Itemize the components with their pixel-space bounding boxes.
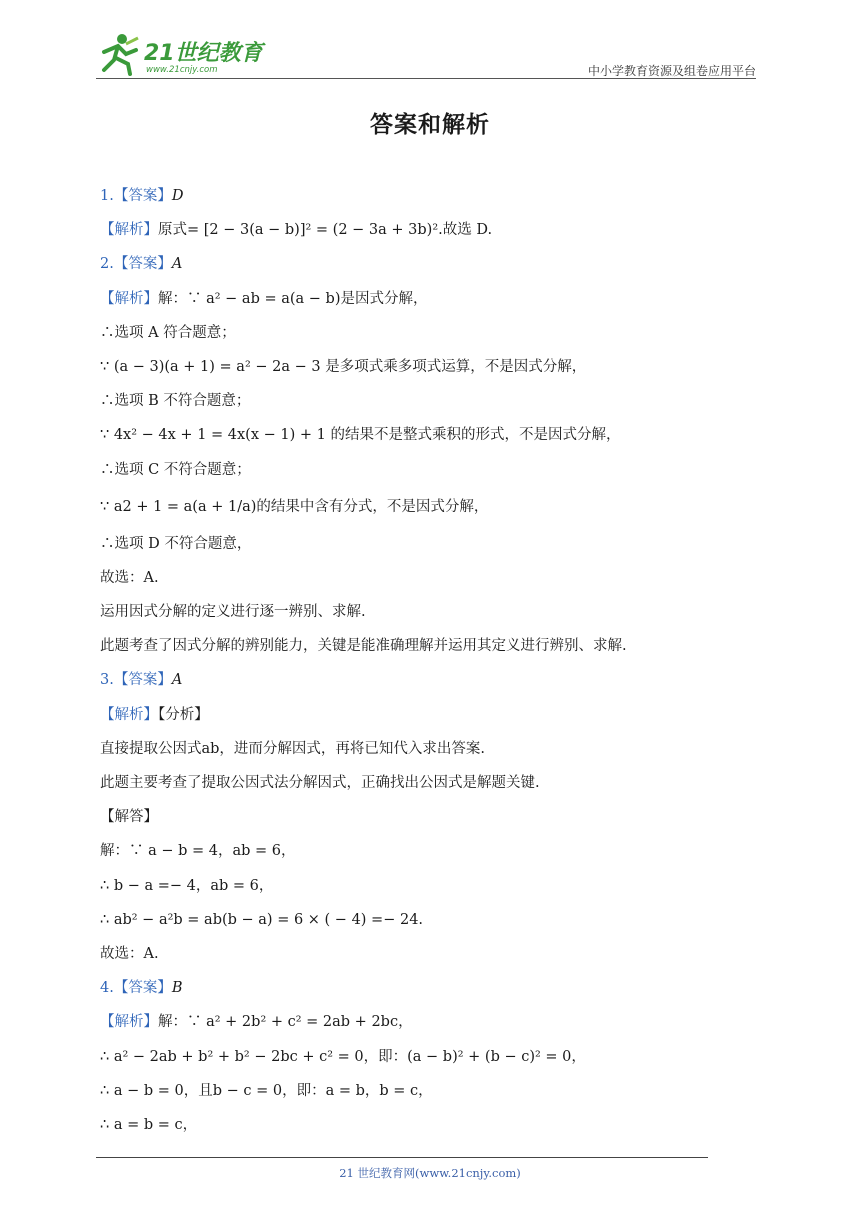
analysis-label: 【解析】	[100, 1014, 158, 1031]
line-text: 解：∵ a − b = 4，ab = 6，	[100, 843, 296, 860]
content-line	[100, 698, 760, 732]
line-text: ∵ a2 + 1 = a(a + 1/a)的结果中含有分式，不是因式分解，	[100, 498, 489, 515]
content-line	[100, 179, 760, 213]
header-divider	[96, 78, 756, 79]
line-text: ∴ a² − 2ab + b² + b² − 2bc + c² = 0，即：(a − b)² + (b − c)² = 0，	[100, 1048, 586, 1065]
page-title: 答案和解析	[370, 112, 490, 138]
content-line	[100, 282, 760, 316]
answer-label: 4.【答案】	[100, 980, 172, 997]
content-line	[100, 350, 760, 384]
content-line	[100, 1005, 760, 1039]
footer-divider	[96, 1157, 708, 1158]
content-line	[100, 903, 760, 937]
line-text: ∵ (a − 3)(a + 1) = a² − 2a − 3 是多项式乘多项式运算，不是因式分解，	[100, 358, 587, 375]
answer-value: D	[171, 188, 184, 204]
content-line	[100, 800, 760, 834]
line-text: 此题主要考查了提取公因式法分解因式，正确找出公因式是解题关键.	[100, 775, 540, 791]
line-text: 解：∵ a² − ab = a(a − b)是因式分解，	[158, 290, 428, 307]
line-text: ∴ a − b = 0，且b − c = 0，即：a = b，b = c，	[100, 1082, 433, 1099]
line-text: 此题考查了因式分解的辨别能力，关键是能准确理解并运用其定义进行辨别、求解.	[100, 638, 627, 655]
analysis-label: 【解析】	[100, 290, 158, 307]
content-line	[100, 453, 760, 487]
answer-value: A	[171, 672, 183, 689]
logo-text: 21世纪教育	[144, 41, 263, 66]
content-line	[100, 869, 760, 903]
platform-name: 中小学教育资源及组卷应用平台	[587, 64, 756, 78]
content-line	[100, 766, 760, 800]
content-line	[100, 937, 760, 971]
content-line	[100, 834, 760, 868]
answer-label: 2.【答案】	[100, 256, 172, 273]
page-header	[96, 30, 756, 80]
line-text: 运用因式分解的定义进行逐一辨别、求解.	[100, 604, 366, 621]
content-line	[100, 561, 760, 595]
content-line	[100, 527, 760, 561]
answer-value: B	[171, 980, 183, 997]
content-line	[100, 418, 760, 452]
content-line	[100, 213, 760, 247]
content-line	[100, 487, 760, 527]
page-footer: 21 世纪教育网(www.21cnjy.com)	[339, 1166, 521, 1180]
answer-label: 3.【答案】	[100, 672, 172, 689]
line-text: 【分析】	[158, 706, 209, 723]
answer-label: 1.【答案】	[100, 188, 172, 204]
line-text: ∴ a = b = c，	[100, 1116, 198, 1133]
content-line	[100, 1108, 760, 1142]
line-text: ∴ ab² − a²b = ab(b − a) = 6 × ( − 4) =− 24.	[100, 911, 424, 928]
content-line	[100, 316, 760, 350]
content-line	[100, 971, 760, 1005]
logo-url: www.21cnjy.com	[146, 65, 218, 75]
line-text: ∴选项 B 不符合题意；	[100, 393, 251, 410]
line-text: 解：∵ a² + 2b² + c² = 2ab + 2bc，	[158, 1014, 413, 1031]
line-text: 原式= [2 − 3(a − b)]² = (2 − 3a + 3b)².故选 D.	[158, 222, 493, 239]
content-line	[100, 595, 760, 629]
content-line	[100, 663, 760, 697]
answer-value: A	[171, 256, 183, 273]
line-text: 【解答】	[100, 809, 158, 826]
line-text: ∴选项 A 符合题意；	[100, 324, 236, 341]
line-text: 故选：A.	[100, 945, 159, 962]
line-text: ∴选项 C 不符合题意；	[100, 461, 251, 478]
line-text: ∴ b − a =− 4，ab = 6，	[100, 877, 274, 894]
content-line	[100, 384, 760, 418]
content-line	[100, 732, 760, 766]
content-line	[100, 1074, 760, 1108]
analysis-label: 【解析】	[100, 222, 158, 239]
content-line	[100, 247, 760, 281]
line-text: ∴选项 D 不符合题意，	[100, 535, 252, 552]
analysis-label: 【解析】	[100, 706, 158, 723]
line-text: ∵ 4x² − 4x + 1 = 4x(x − 1) + 1 的结果不是整式乘积的形式，不是因式分解，	[100, 427, 621, 444]
line-text: 故选：A.	[100, 569, 159, 586]
logo	[96, 30, 266, 76]
content-line	[100, 1040, 760, 1074]
line-text: 直接提取公因式ab，进而分解因式，再将已知代入求出答案.	[100, 740, 486, 757]
content-line	[100, 629, 760, 663]
answer-content	[100, 179, 760, 1142]
